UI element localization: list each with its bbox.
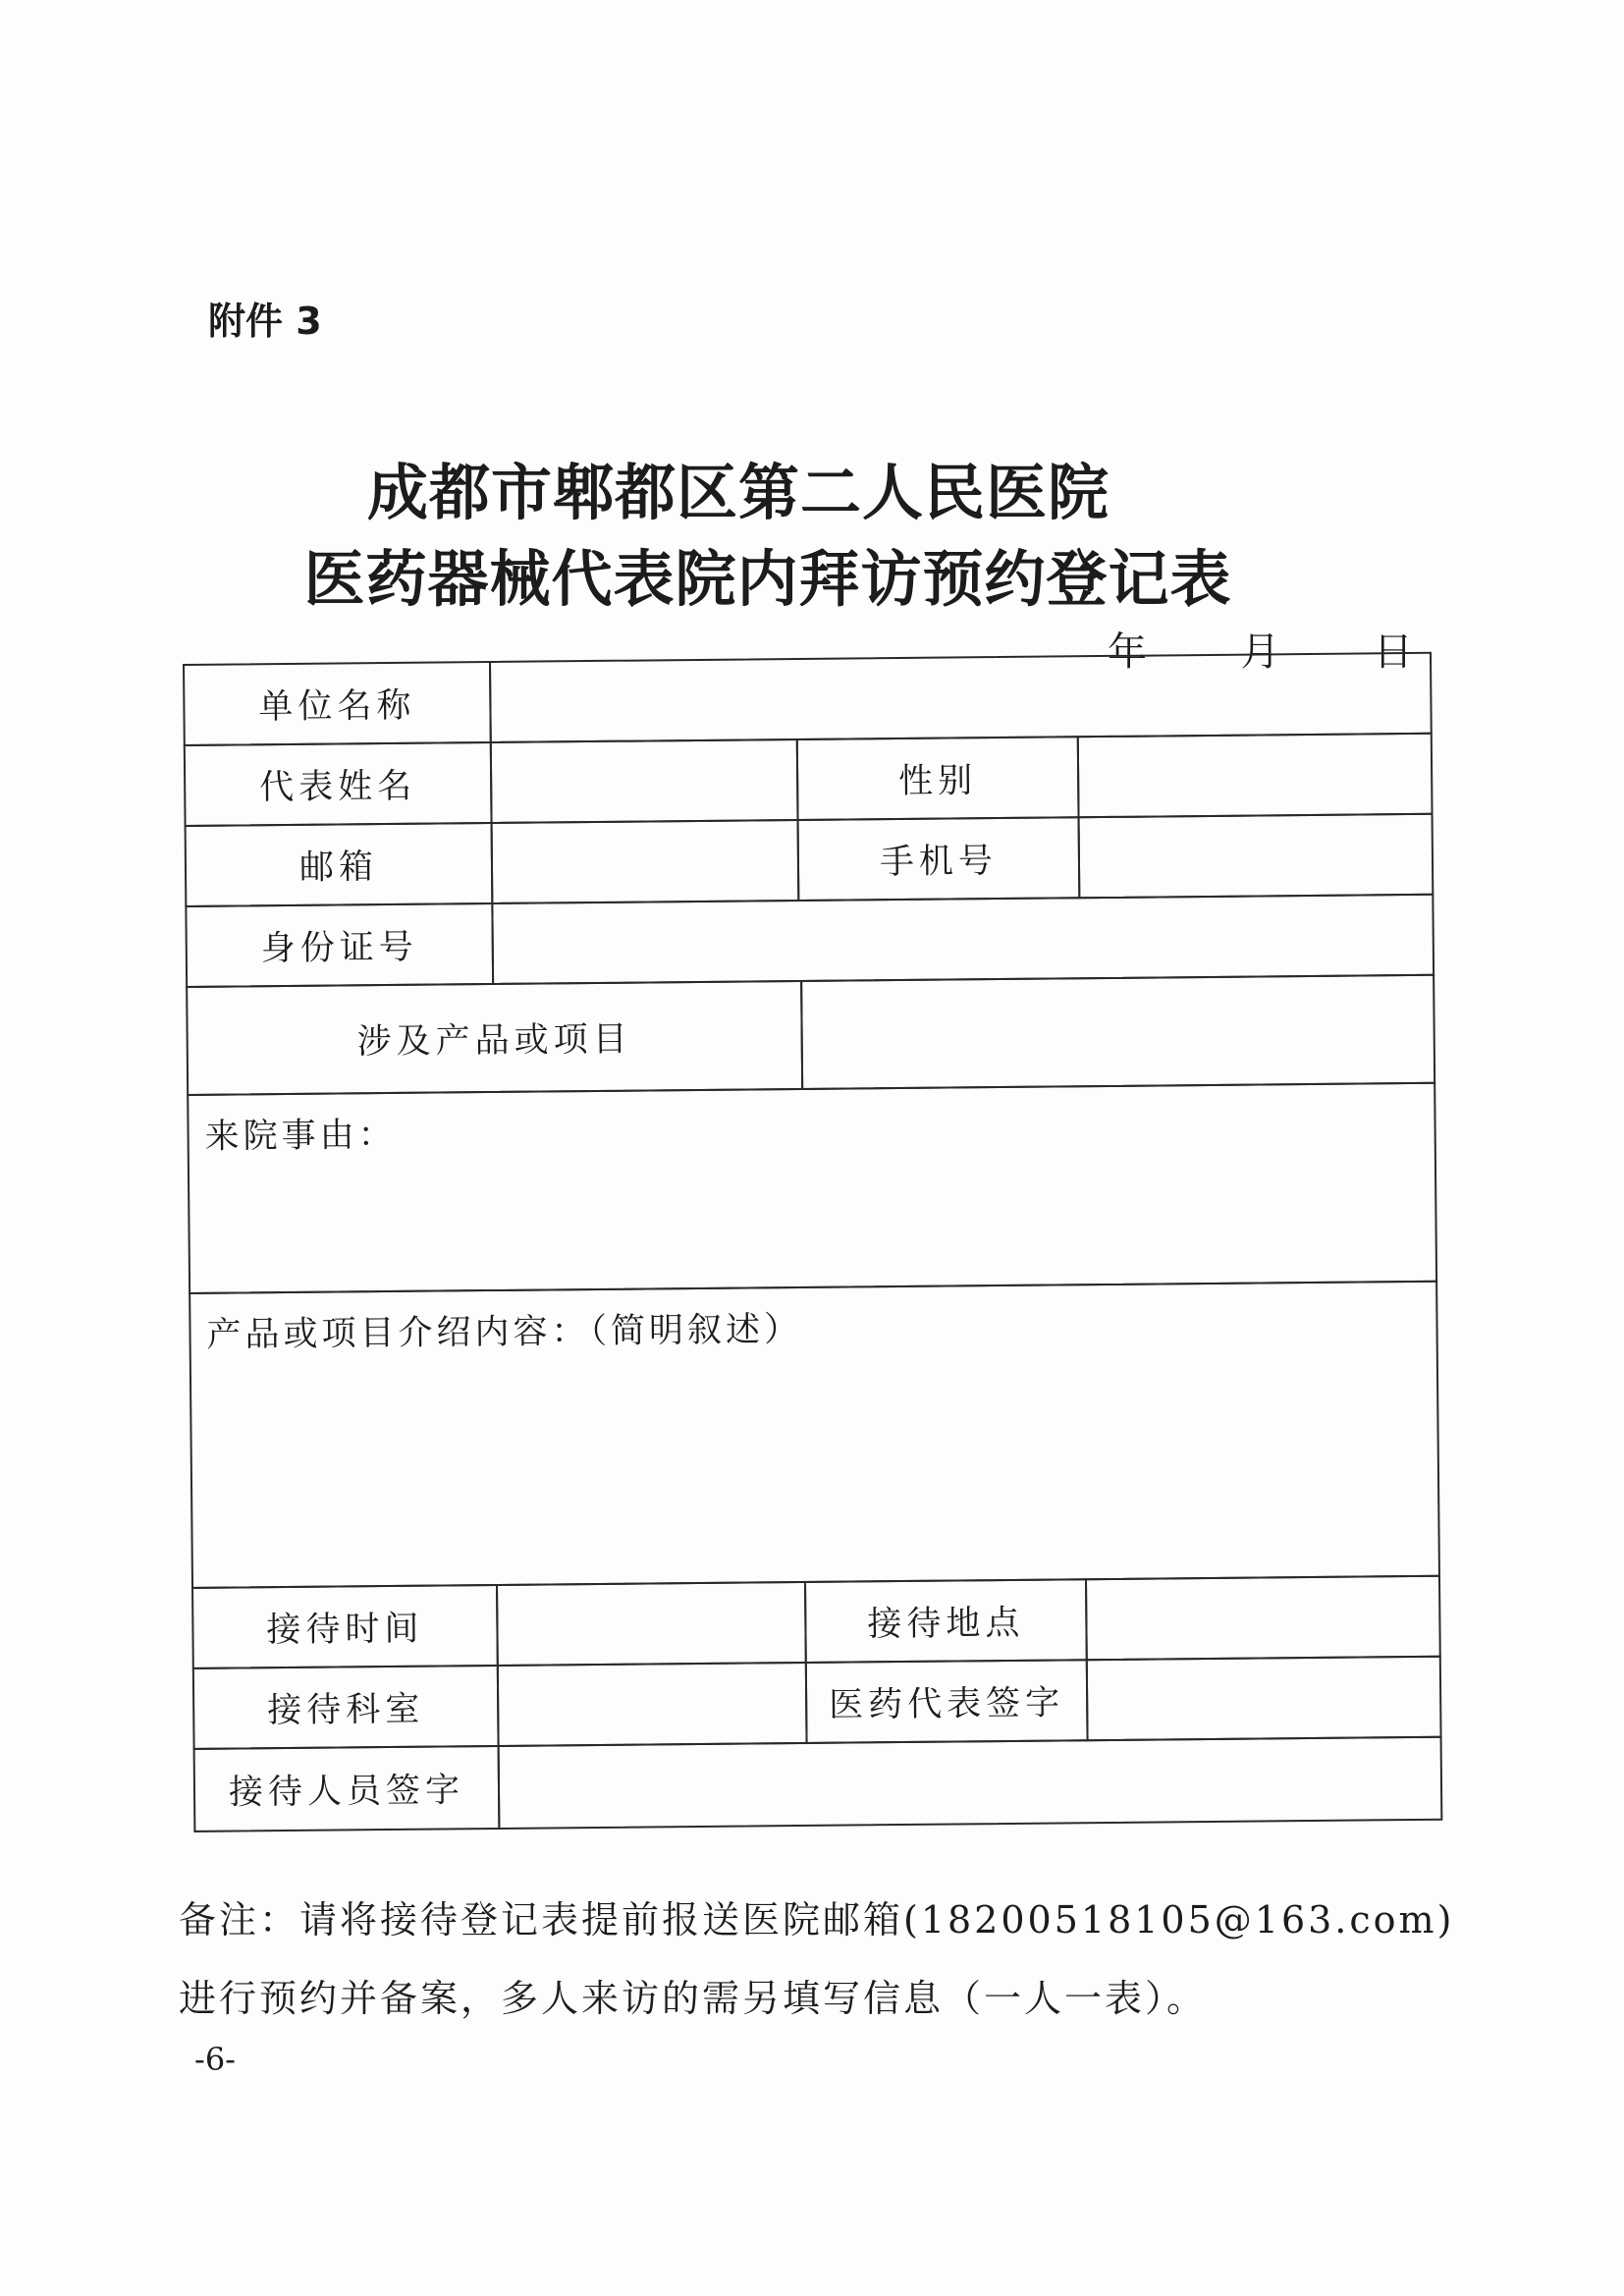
unit-name-label: 单位名称 [183, 661, 492, 746]
note-line-1: 备注：请将接待登记表提前报送医院邮箱(18200518105@163.com) [179, 1898, 1455, 1941]
hospital-title: 成都市郫都区第二人民医院 [366, 457, 1110, 528]
note-line-2: 进行预约并备案，多人来访的需另填写信息（一人一表）。 [179, 1977, 1208, 2020]
rep-signature-label: 医药代表签字 [805, 1659, 1089, 1744]
registration-form [183, 652, 1443, 1874]
reception-dept-label: 接待科室 [192, 1665, 500, 1750]
unit-name-field[interactable] [489, 652, 1433, 743]
product-intro-area[interactable] [189, 1281, 1440, 1589]
visit-reason-area[interactable] [187, 1082, 1437, 1294]
rep-name-field[interactable] [490, 738, 799, 824]
email-label: 邮箱 [185, 822, 494, 907]
product-intro-label: 产品或项目介绍内容：（简明叙述） [206, 1309, 803, 1355]
gender-label: 性别 [796, 736, 1080, 821]
staff-signature-label: 接待人员签字 [193, 1745, 501, 1832]
day-label: 日 [1373, 629, 1413, 675]
form-title: 医药器械代表院内拜访预约登记表 [303, 543, 1232, 615]
attachment-label: 附件 3 [208, 300, 322, 343]
reception-place-label: 接待地点 [804, 1578, 1088, 1664]
reception-place-field[interactable] [1085, 1575, 1441, 1661]
rep-signature-field[interactable] [1086, 1656, 1442, 1741]
staff-signature-field[interactable] [498, 1736, 1443, 1830]
rep-name-label: 代表姓名 [184, 741, 493, 827]
phone-field[interactable] [1078, 813, 1435, 899]
reception-time-label: 接待时间 [191, 1584, 499, 1669]
gender-field[interactable] [1077, 733, 1434, 818]
products-label: 涉及产品或项目 [186, 980, 803, 1096]
email-field[interactable] [491, 819, 800, 904]
page-number: -6- [194, 2041, 236, 2078]
phone-label: 手机号 [797, 816, 1081, 902]
id-number-label: 身份证号 [185, 902, 494, 988]
reception-time-field[interactable] [496, 1581, 807, 1667]
reception-dept-field[interactable] [497, 1662, 808, 1747]
year-label: 年 [1108, 629, 1147, 675]
products-field[interactable] [800, 974, 1435, 1090]
id-number-field[interactable] [491, 894, 1435, 985]
month-label: 月 [1240, 629, 1280, 675]
visit-reason-label: 来院事由： [204, 1115, 397, 1157]
